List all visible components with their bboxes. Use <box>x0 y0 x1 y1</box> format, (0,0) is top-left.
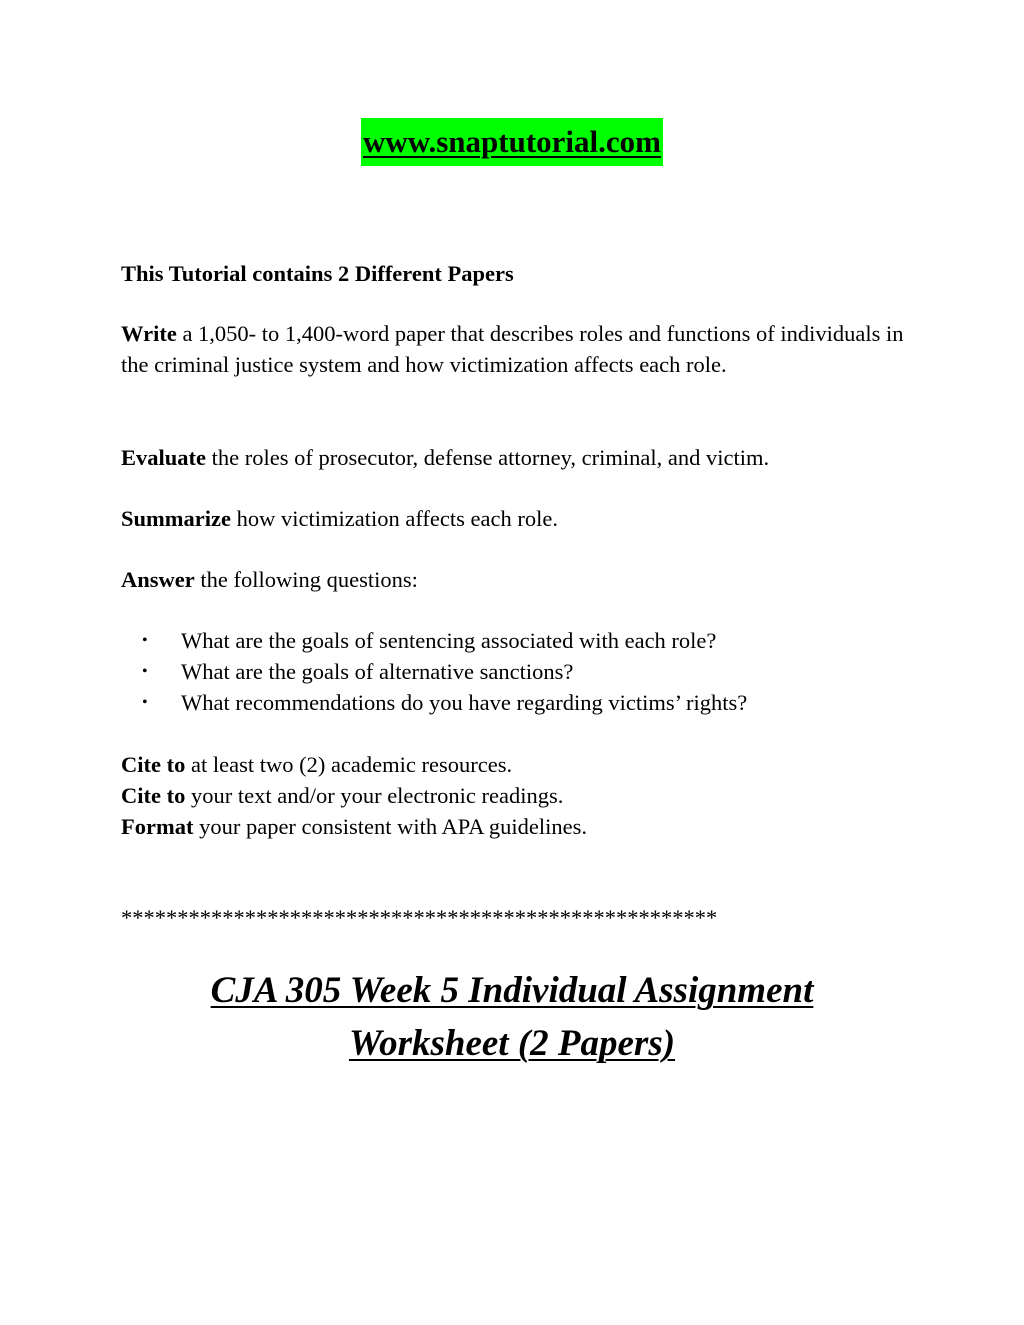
citation-text: at least two (2) academic resources. <box>185 752 513 777</box>
citation-text: your text and/or your electronic readings. <box>185 783 564 808</box>
separator-line: ***************************************************** <box>121 905 718 930</box>
evaluate-instruction <box>121 442 911 473</box>
format-keyword: Format <box>121 814 194 839</box>
citation-keyword: Cite to <box>121 783 186 808</box>
format-text: your paper consistent with APA guidelines. <box>193 814 587 839</box>
evaluate-keyword: Evaluate <box>121 445 207 470</box>
answer-keyword: Answer <box>121 567 195 592</box>
citation-line <box>121 780 911 811</box>
bullet-icon: • <box>142 663 148 680</box>
page-title <box>0 964 1024 1070</box>
summarize-keyword: Summarize <box>121 506 231 531</box>
citation-line <box>121 749 911 780</box>
bullet-icon: • <box>142 632 148 649</box>
title-line-1: CJA 305 Week 5 Individual Assignment <box>210 970 814 1011</box>
intro-heading: This Tutorial contains 2 Different Papers <box>121 261 514 286</box>
site-link[interactable]: www.snaptutorial.com <box>361 118 663 166</box>
summarize-text: how victimization affects each role. <box>230 506 558 531</box>
answer-instruction <box>121 564 911 595</box>
bullet-icon: • <box>142 694 148 711</box>
question-text: What recommendations do you have regarding victims’ rights? <box>181 690 748 715</box>
evaluate-text: the roles of prosecutor, defense attorney, criminal, and victim. <box>206 445 770 470</box>
summarize-instruction <box>121 503 911 534</box>
question-text: What are the goals of alternative sanctions? <box>181 659 574 684</box>
citation-line <box>121 811 911 842</box>
list-item <box>121 656 921 687</box>
write-instruction <box>121 318 911 380</box>
list-item <box>121 625 921 656</box>
citation-requirements <box>121 749 911 842</box>
title-line-2: Worksheet (2 Papers) <box>348 1023 676 1064</box>
answer-text: the following questions: <box>194 567 418 592</box>
write-text: a 1,050- to 1,400-word paper that describes roles and functions of individuals in the criminal justice system and how victimization affects each role. <box>121 321 904 377</box>
question-list <box>121 625 921 718</box>
write-keyword: Write <box>121 321 177 346</box>
citation-keyword: Cite to <box>121 752 186 777</box>
list-item <box>121 687 921 718</box>
site-link-container <box>0 118 1024 166</box>
question-text: What are the goals of sentencing associated with each role? <box>181 628 717 653</box>
